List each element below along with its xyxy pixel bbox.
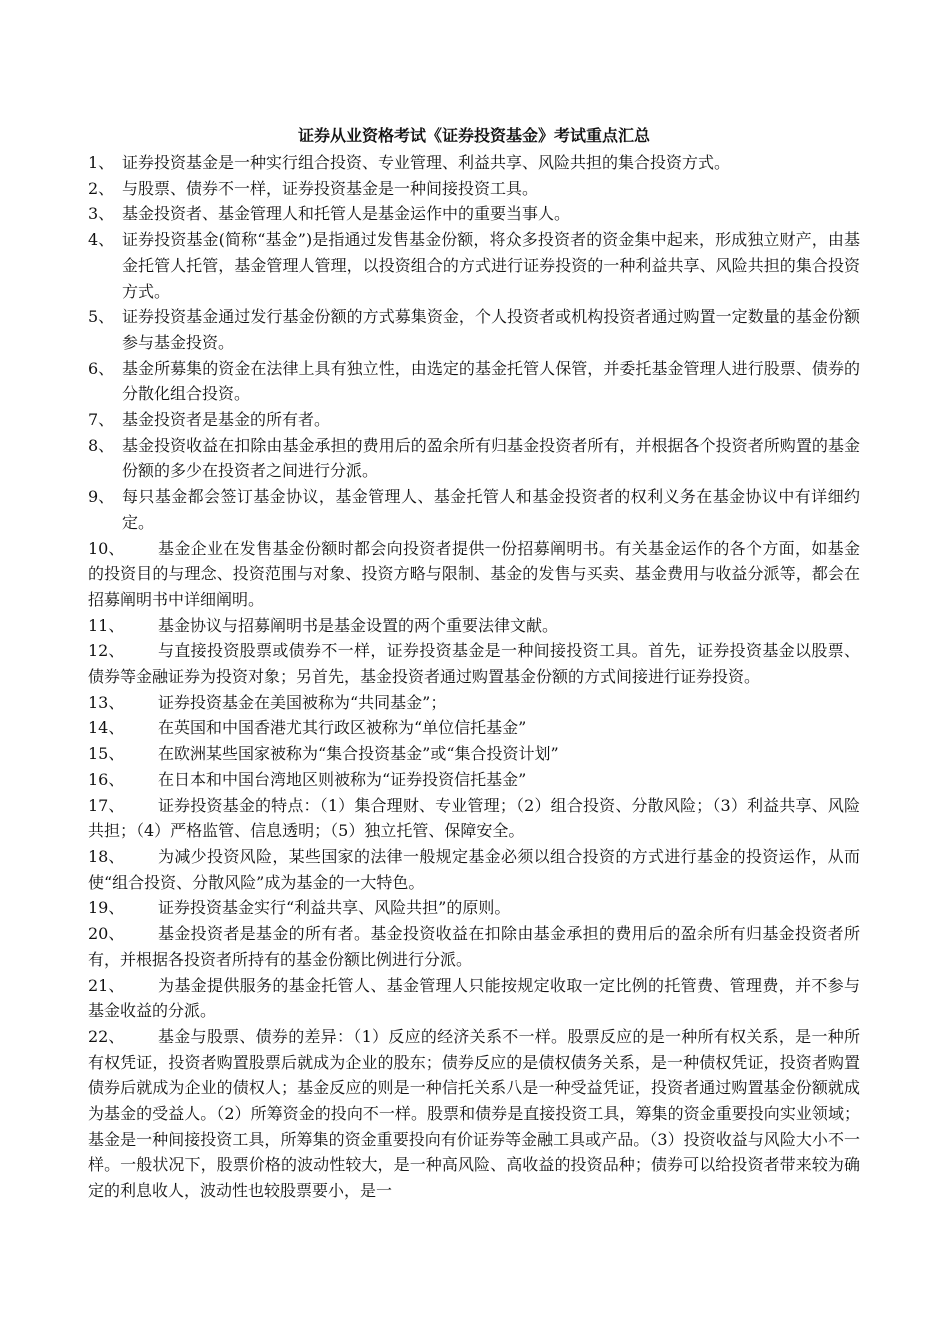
list-item	[88, 715, 860, 741]
document-page	[88, 124, 860, 1204]
list-item	[88, 433, 860, 484]
item-number: 4、	[88, 230, 115, 250]
item-list	[88, 150, 860, 1204]
item-number: 9、	[88, 487, 115, 507]
item-number: 22、	[88, 1026, 125, 1046]
list-item	[88, 1024, 860, 1204]
item-text: 与股票、债券不一样，证券投资基金是一种间接投资工具。	[122, 178, 539, 198]
item-text: 基金所募集的资金在法律上具有独立性，由选定的基金托管人保管，并委托基金管理人进行股票、债券的分散化组合投资。	[122, 358, 860, 404]
item-number: 7、	[88, 410, 115, 430]
item-number: 16、	[88, 769, 125, 789]
item-number: 17、	[88, 795, 125, 815]
item-number: 12、	[88, 641, 125, 661]
list-item	[88, 201, 860, 227]
item-text: 在日本和中国台湾地区则被称为“证券投资信托基金”	[158, 769, 527, 789]
list-item	[88, 793, 860, 844]
item-number: 21、	[88, 975, 125, 995]
item-text: 基金投资者是基金的所有者。	[122, 410, 331, 430]
item-text: 基金投资者、基金管理人和托管人是基金运作中的重要当事人。	[122, 204, 571, 224]
item-number: 5、	[88, 307, 115, 327]
item-text: 基金与股票、债券的差异：（1）反应的经济关系不一样。股票反应的是一种所有权关系，是一种所有权凭证，投资者购置股票后就成为企业的股东；债券反应的是债权债务关系，是一种债权凭证，投资者购置债券后就成为企业的债权人；基金反应的则是一种信托关系八是一种受益凭证，投资者通过购置基金份额就成为基金的受益人。（2）所筹资金的投向不一样。股票和债券是直接投资工具，筹集的资金重要投向实业领域；基金是一种间接投资工具，所筹集的资金重要投向有价证券等金融工具或产品。（3）投资收益与风险大小不一样。一般状况下，股票价格的波动性较大，是一种高风险、高收益的投资品种；债券可以给投资者带来较为确定的利息收人，波动性也较股票要小，是一	[88, 1026, 860, 1201]
item-number: 15、	[88, 744, 125, 764]
document-title: 证券从业资格考试《证券投资基金》考试重点汇总	[297, 126, 650, 145]
item-number: 20、	[88, 924, 125, 944]
list-item	[88, 638, 860, 689]
item-text: 在英国和中国香港尤其行政区被称为“单位信托基金”	[158, 718, 527, 738]
list-item	[88, 227, 860, 304]
item-text: 为基金提供服务的基金托管人、基金管理人只能按规定收取一定比例的托管费、管理费，并不参与基金收益的分派。	[88, 975, 860, 1021]
item-text: 证券投资基金在美国被称为“共同基金”；	[158, 692, 447, 712]
list-item	[88, 176, 860, 202]
item-text: 证券投资基金是一种实行组合投资、专业管理、利益共享、风险共担的集合投资方式。	[122, 153, 731, 172]
item-number: 19、	[88, 898, 125, 918]
item-text: 证券投资基金实行“利益共享、风险共担”的原则。	[158, 898, 511, 918]
list-item	[88, 895, 860, 921]
item-text: 证券投资基金的特点：（1）集合理财、专业管理；（2）组合投资、分散风险；（3）利益共享、风险共担；（4）严格监管、信息透明；（5）独立托管、保障安全。	[88, 795, 860, 841]
item-text: 每只基金都会签订基金协议，基金管理人、基金托管人和基金投资者的权利义务在基金协议中有详细约定。	[122, 487, 860, 532]
list-item	[88, 767, 860, 793]
item-text: 证券投资基金(简称“基金”)是指通过发售基金份额，将众多投资者的资金集中起来，形成独立财产，由基金托管人托管，基金管理人管理，以投资组合的方式进行证券投资的一种利益共享、风险共担的集合投资方式。	[122, 230, 860, 301]
item-text: 基金协议与招募阐明书是基金设置的两个重要法律文献。	[158, 615, 559, 635]
list-item	[88, 356, 860, 407]
item-text: 基金投资收益在扣除由基金承担的费用后的盈余所有归基金投资者所有，并根据各个投资者所购置的基金份额的多少在投资者之间进行分派。	[122, 435, 860, 481]
list-item	[88, 973, 860, 1024]
item-number: 18、	[88, 846, 125, 866]
item-number: 3、	[88, 204, 115, 224]
item-text: 在欧洲某些国家被称为“集合投资基金”或“集合投资计划”	[158, 744, 559, 764]
item-number: 13、	[88, 692, 125, 712]
item-text: 与直接投资股票或债券不一样，证券投资基金是一种间接投资工具。首先，证券投资基金以股票、债券等金融证券为投资对象；另首先，基金投资者通过购置基金份额的方式间接进行证券投资。	[88, 641, 860, 687]
list-item	[88, 613, 860, 639]
item-number: 6、	[88, 358, 115, 378]
list-item	[88, 690, 860, 716]
list-item	[88, 304, 860, 355]
list-item	[88, 150, 860, 176]
list-item	[88, 536, 860, 613]
item-number: 1、	[88, 153, 115, 172]
list-item	[88, 741, 860, 767]
item-text: 为减少投资风险，某些国家的法律一般规定基金必须以组合投资的方式进行基金的投资运作，从而使“组合投资、分散风险”成为基金的一大特色。	[88, 846, 860, 892]
list-item	[88, 484, 860, 535]
item-text: 基金投资者是基金的所有者。基金投资收益在扣除由基金承担的费用后的盈余所有归基金投资者所有，并根据各投资者所持有的基金份额比例进行分派。	[88, 924, 860, 969]
item-number: 10、	[88, 538, 125, 558]
item-number: 14、	[88, 718, 125, 738]
item-number: 8、	[88, 435, 115, 455]
item-text: 证券投资基金通过发行基金份额的方式募集资金，个人投资者或机构投资者通过购置一定数量的基金份额参与基金投资。	[122, 307, 860, 352]
list-item	[88, 921, 860, 972]
item-number: 11、	[88, 615, 125, 635]
list-item	[88, 407, 860, 433]
list-item	[88, 844, 860, 895]
item-number: 2、	[88, 178, 115, 198]
item-text: 基金企业在发售基金份额时都会向投资者提供一份招募阐明书。有关基金运作的各个方面，如基金的投资目的与理念、投资范围与对象、投资方略与限制、基金的发售与买卖、基金费用与收益分派等，都会在招募阐明书中详细阐明。	[88, 538, 860, 609]
